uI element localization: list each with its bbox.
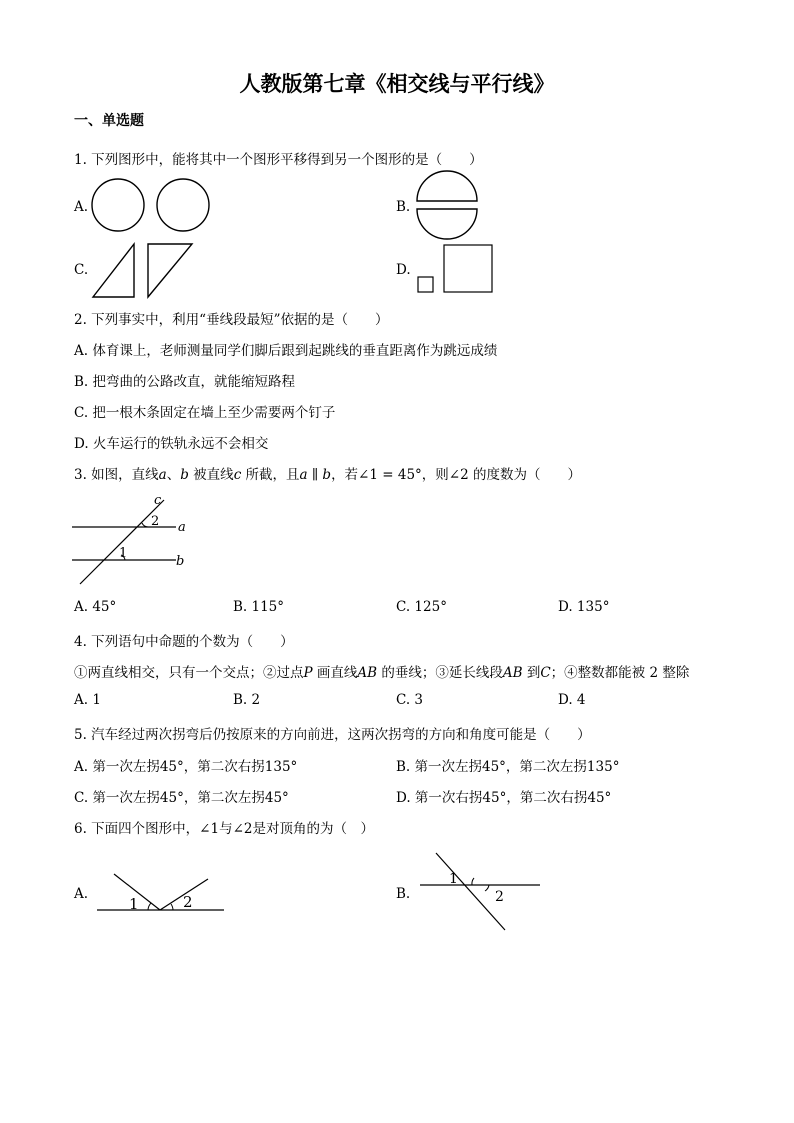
q1-option-b-label: B. [396,199,411,215]
q1-figure-c-triangles [90,240,196,300]
q3-option-c: C. 125° [396,599,447,615]
question-4-statements: ①两直线相交，只有一个交点；②过点P 画直线AB 的垂线；③延长线段AB 到C；④整数都能被 2 整除 [74,665,690,681]
q2-option-a: A. 体育课上，老师测量同学们脚后跟到起跳线的垂直距离作为跳远成绩 [74,343,498,359]
question-1-stem: 1. 下列图形中，能将其中一个图形平移得到另一个图形的是（ ） [74,152,483,168]
q2-option-b: B. 把弯曲的公路改直，就能缩短路程 [74,374,296,390]
label-c: c [154,493,162,508]
q1-figure-a-two-circles [90,178,214,232]
q1-figure-d-squares [414,242,496,296]
q2-option-c: C. 把一根木条固定在墙上至少需要两个钉子 [74,405,336,421]
question-5-stem: 5. 汽车经过两次拐弯后仍按原来的方向前进，这两次拐弯的方向和角度可能是（ ） [74,727,591,743]
q6-figure-b [418,850,544,934]
question-4-stem: 4. 下列语句中命题的个数为（ ） [74,634,294,650]
q3-option-b: B. 115° [233,599,285,615]
question-3-stem: 3. 如图，直线a、b 被直线c 所截，且a ∥ b，若∠1 = 45°，则∠2 的度数为（ ） [74,467,581,483]
q5-option-b: B. 第一次左拐45°，第二次左拐135° [396,759,620,775]
angle-2-label: 2 [151,514,160,529]
label-a: a [178,520,186,535]
q5-option-d: D. 第一次右拐45°，第二次右拐45° [396,790,612,806]
q3-figure-parallel-lines [70,492,200,588]
q5-option-a: A. 第一次左拐45°，第二次右拐135° [74,759,298,775]
q4-option-d: D. 4 [558,692,586,708]
q1-option-d-label: D. [396,262,411,278]
label-b: b [176,554,185,569]
q5-option-c: C. 第一次左拐45°，第二次左拐45° [74,790,289,806]
section-heading: 一、单选题 [74,113,144,129]
question-2-stem: 2. 下列事实中，利用“垂线段最短”依据的是（ ） [74,312,389,328]
angle-1-label: 1 [119,546,128,561]
q6-option-a-label: A. [74,886,89,902]
q3-option-d: D. 135° [558,599,610,615]
q6-option-b-label: B. [396,886,411,902]
question-6-stem: 6. 下面四个图形中，∠1与∠2是对顶角的为（ ） [74,821,374,837]
q6-figure-a [94,870,228,916]
angle-1-label: 1 [449,871,458,887]
transversal-c [80,500,164,584]
page-title: 人教版第七章《相交线与平行线》 [239,71,555,96]
angle-1-label: 1 [129,895,139,913]
q1-option-a-label: A. [74,199,89,215]
angle-2-label: 2 [495,889,504,905]
q4-option-c: C. 3 [396,692,424,708]
q1-option-c-label: C. [74,262,89,278]
q2-option-d: D. 火车运行的铁轨永远不会相交 [74,436,269,452]
angle-2-label: 2 [183,893,193,911]
q4-option-a: A. 1 [74,692,101,708]
q3-option-a: A. 45° [74,599,117,615]
q4-option-b: B. 2 [233,692,261,708]
q1-figure-b-split-circle [414,176,480,234]
